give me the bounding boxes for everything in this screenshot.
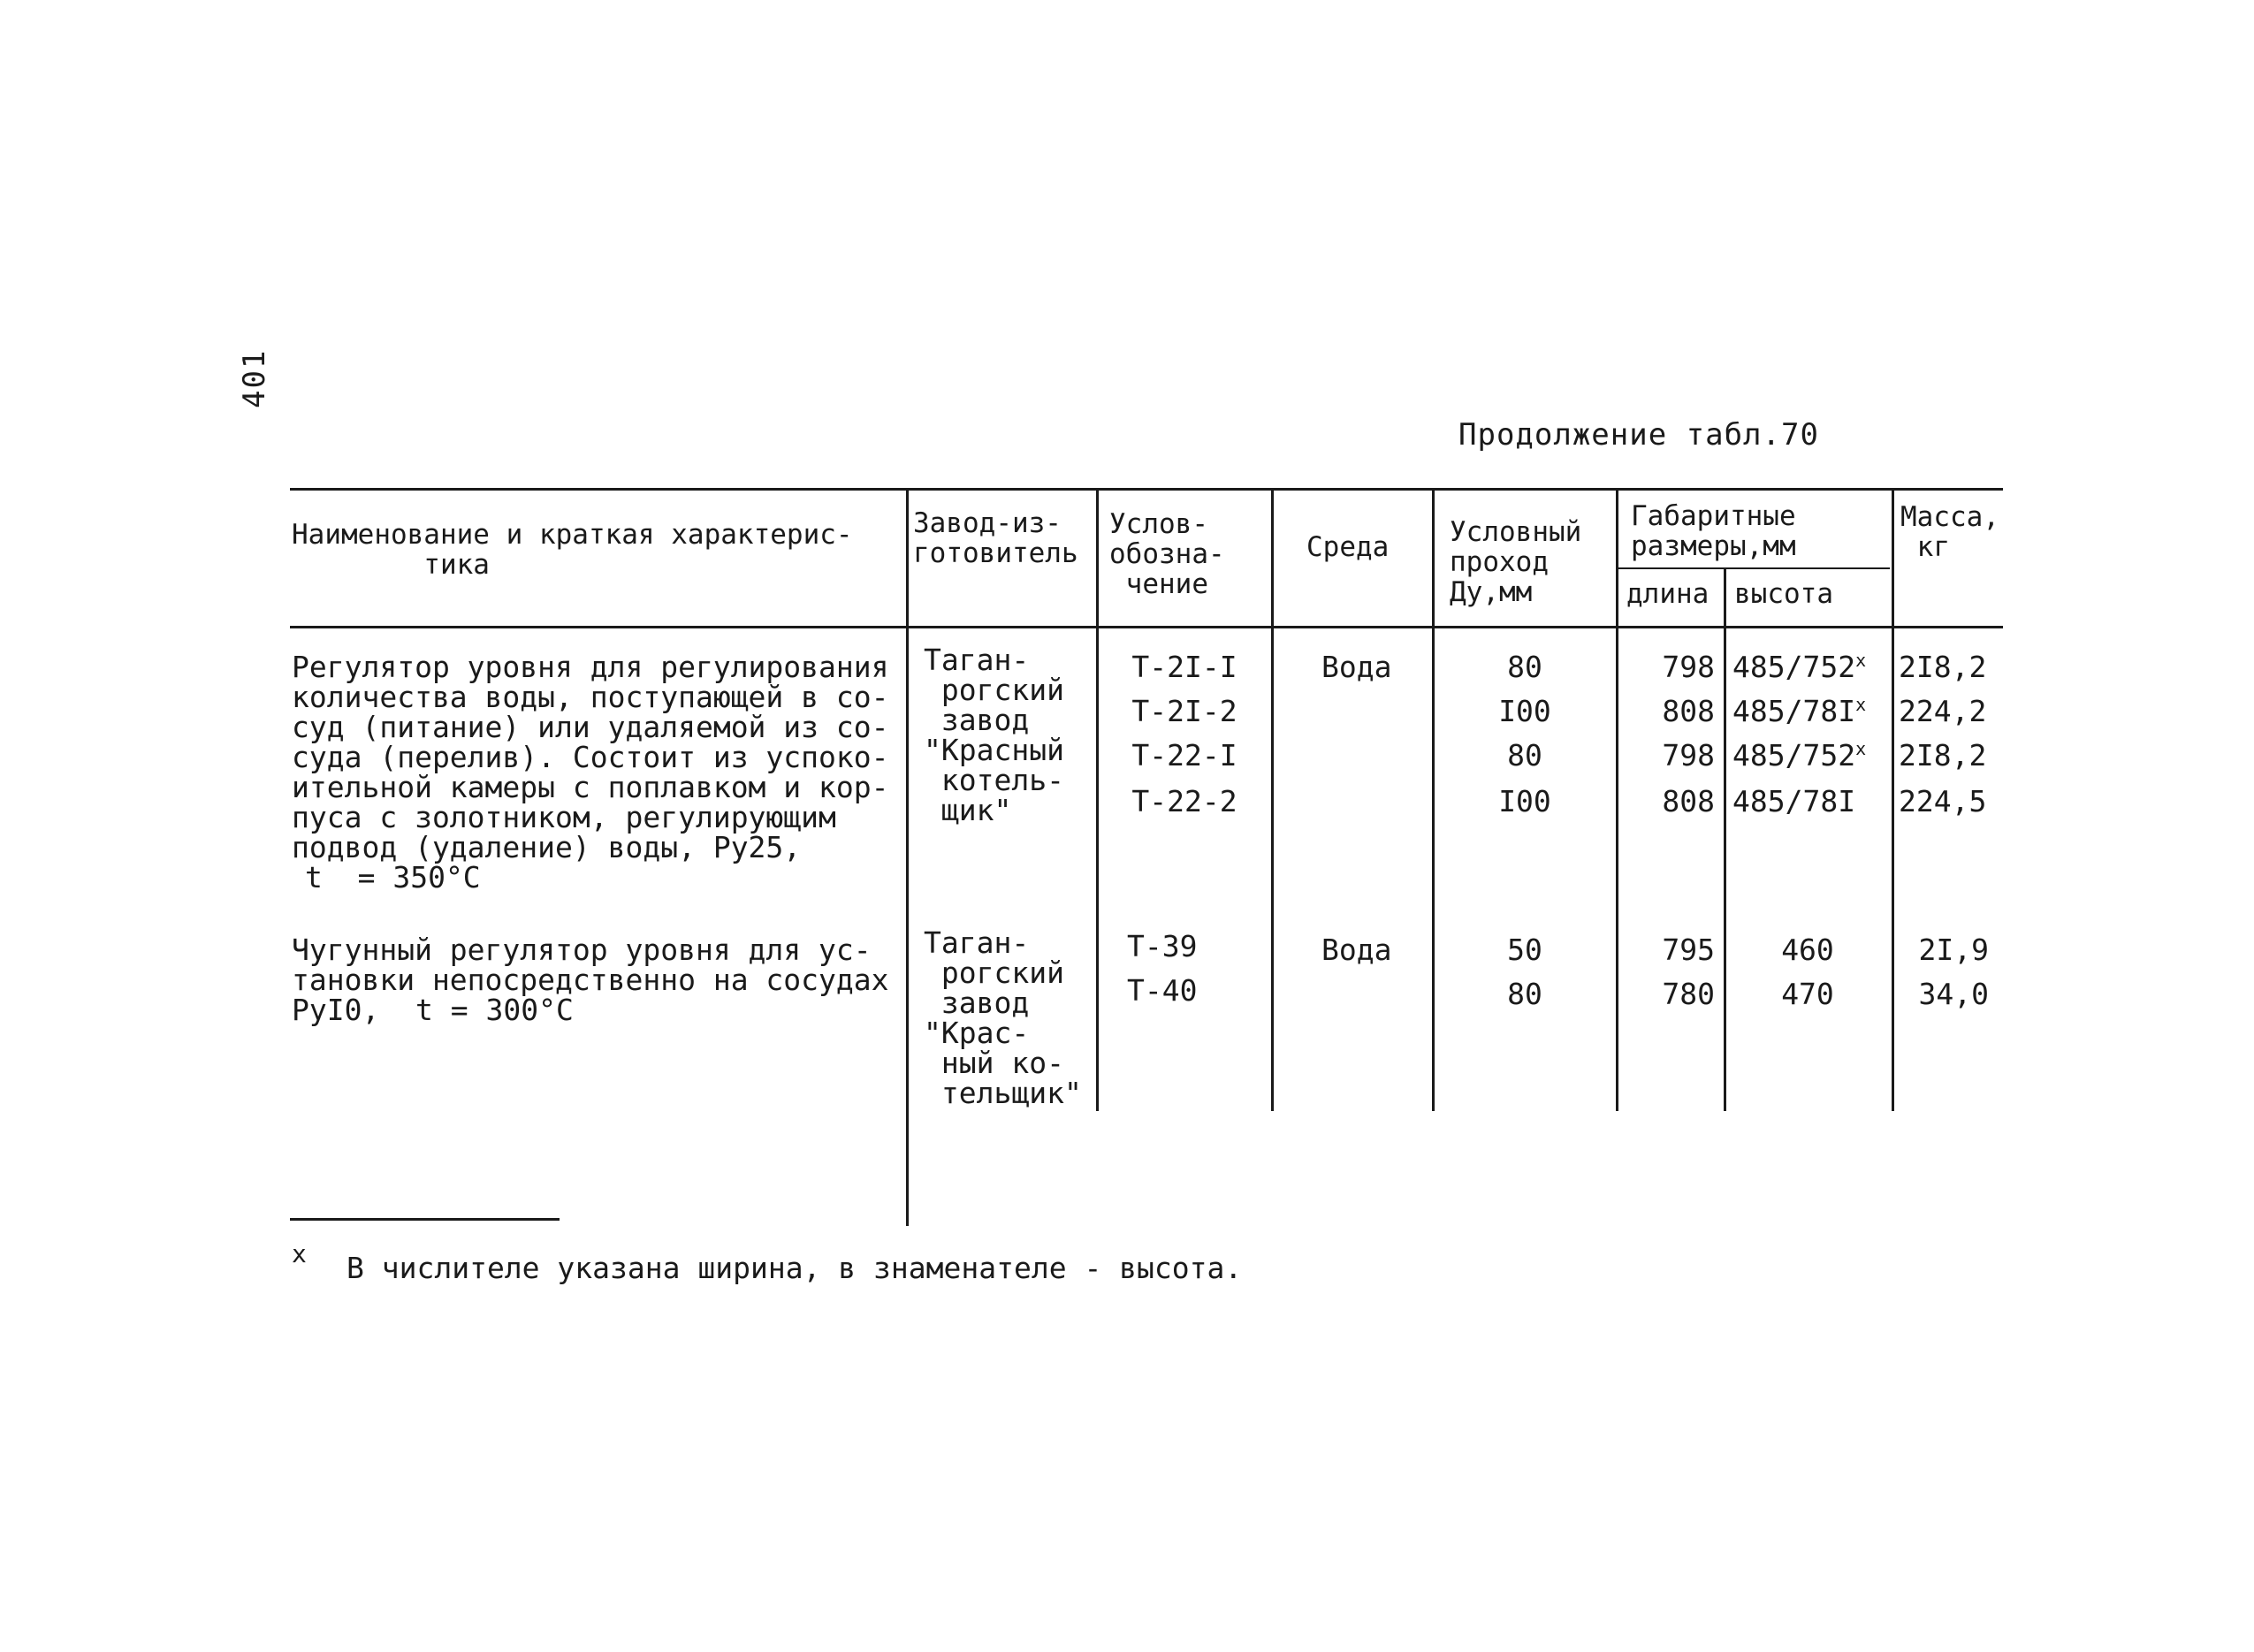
header-bottom-rule	[290, 626, 2003, 628]
table-continuation-label: Продолжение табл.70	[1458, 417, 1819, 453]
header-medium: Среда	[1306, 531, 1390, 563]
row-designation: Т-22-2	[1131, 784, 1237, 818]
row-mass: 2I8,2	[1899, 650, 1987, 684]
row-designation: Т-39	[1127, 929, 1198, 963]
row-medium: Вода	[1321, 650, 1392, 684]
header-name: Наименование и краткая характерис- тика	[292, 519, 853, 581]
column-divider	[1271, 488, 1274, 1111]
row-medium: Вода	[1321, 933, 1392, 967]
header-mass: Масса, кг	[1900, 501, 1999, 563]
header-designation: Услов- обозна- чение	[1109, 508, 1225, 600]
footnote-marker: х	[1855, 650, 1867, 671]
row-temperature: t = 300°С	[415, 993, 574, 1027]
table-top-rule	[290, 488, 2003, 491]
row-designation: Т-22-I	[1131, 738, 1237, 773]
column-divider	[1616, 488, 1618, 1111]
header-length: длина	[1626, 578, 1710, 610]
header-dimensions: Габаритные размеры,мм	[1631, 500, 1796, 562]
column-divider	[1096, 488, 1099, 1111]
row-manufacturer: Таган- рогский завод "Крас- ный ко- тельщик"	[924, 925, 1082, 1110]
dimensions-subheader-rule	[1618, 567, 1890, 569]
row-length: 798	[1662, 738, 1715, 773]
footnote-mark: х	[292, 1239, 307, 1268]
header-height: высота	[1734, 578, 1833, 610]
column-divider	[1432, 488, 1435, 1111]
footnote-rule	[290, 1218, 560, 1221]
row-designation: Т-40	[1127, 973, 1198, 1008]
row-height: $485/752^х$	[1732, 738, 1867, 773]
footnote-marker: х	[1855, 694, 1867, 715]
row-mass: 224,5	[1899, 784, 1987, 818]
row-bore: I00	[1498, 694, 1551, 728]
footnote-marker: х	[1855, 738, 1867, 759]
row-temperature: t = 350°С	[305, 860, 481, 895]
row-mass: 2I,9	[1918, 933, 1989, 967]
header-manufacturer: Завод-из- готовитель	[913, 507, 1078, 569]
row-designation: Т-2I-I	[1131, 650, 1237, 684]
page-number: 401	[237, 348, 272, 408]
row-mass: 34,0	[1918, 977, 1989, 1011]
row-bore: 50	[1507, 933, 1542, 967]
row-mass: 224,2	[1899, 694, 1987, 728]
row-name: Чугунный регулятор уровня для ус- тановки непосредственно на сосудах РуI0,	[292, 933, 889, 1027]
row-bore: 80	[1507, 738, 1542, 773]
row-length: 780	[1662, 977, 1715, 1011]
row-height: $485/78I^х$	[1732, 694, 1867, 728]
row-height: 470	[1781, 977, 1834, 1011]
row-height: $485/752^х$	[1732, 650, 1867, 684]
column-divider	[906, 488, 909, 1226]
row-height: 460	[1781, 933, 1834, 967]
row-height: 485/78I	[1732, 784, 1856, 818]
row-designation: Т-2I-2	[1131, 694, 1237, 728]
row-length: 798	[1662, 650, 1715, 684]
header-nominal-bore: Условный проход Ду,мм	[1450, 516, 1582, 608]
row-length: 808	[1662, 784, 1715, 818]
column-divider	[1892, 488, 1894, 1111]
row-length: 808	[1662, 694, 1715, 728]
row-length: 795	[1662, 933, 1715, 967]
row-mass: 2I8,2	[1899, 738, 1987, 773]
row-name: Регулятор уровня для регулирования количества воды, поступающей в со- суд (питание) или удаляемой из со- суда (перелив). Состоит из успоко- ительной камеры с поплавком и кор- пуса с золотником, регулирующим подвод (удаление) воды, Ру25,	[292, 650, 889, 864]
row-manufacturer: Таган- рогский завод "Красный котель- щик"	[924, 643, 1064, 827]
row-bore: I00	[1498, 784, 1551, 818]
footnote-text: В числителе указана ширина, в знаменателе - высота.	[346, 1251, 1243, 1285]
column-divider	[1724, 567, 1726, 1111]
row-bore: 80	[1507, 977, 1542, 1011]
row-bore: 80	[1507, 650, 1542, 684]
